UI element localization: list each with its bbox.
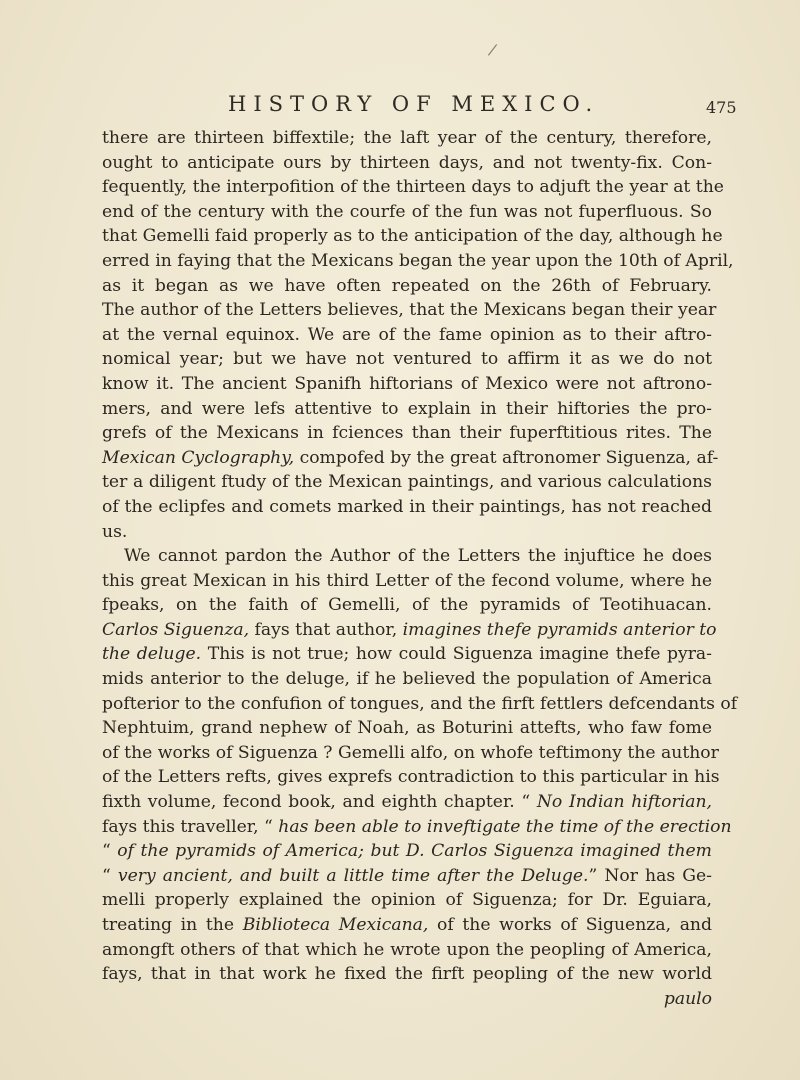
text-line [102, 298, 717, 323]
text-line [102, 938, 712, 963]
text-segment: “ [102, 865, 118, 886]
italic-text: very ancient, and built a little time after the Deluge. [117, 865, 589, 886]
text-line [102, 667, 712, 692]
text-segment: The author of the Letters believes, that the Mexicans began their year [102, 300, 717, 321]
text-line [102, 815, 732, 840]
text-segment: end of the century with the courfe of the fun was not fuperfluous. So [102, 201, 712, 222]
text-segment: fixth volume, fecond book, and eighth chapter. “ [102, 792, 537, 813]
italic-text: the deluge. [102, 644, 202, 665]
text-segment: mids anterior to the deluge, if he believed the population of America [102, 669, 712, 690]
text-line [102, 397, 712, 422]
text-line [102, 495, 712, 520]
italic-text: paulo [663, 988, 712, 1009]
text-segment: “ [102, 841, 118, 862]
text-line [102, 765, 720, 790]
text-line [102, 249, 734, 274]
text-segment: of the Letters refts, gives exprefs contradiction to this particular in his [102, 767, 720, 788]
text-segment: treating in the [102, 915, 243, 935]
text-segment: fays this traveller, “ [102, 816, 279, 837]
italic-text: Biblioteca Mexicana, [242, 915, 429, 935]
text-line [102, 520, 712, 545]
italic-text: imagines thefe pyramids anterior to [402, 619, 717, 640]
text-line [102, 175, 724, 200]
italic-text: Mexican Cyclography, [102, 447, 295, 468]
body-text [102, 126, 738, 1011]
text-line [102, 323, 712, 348]
text-line [102, 470, 712, 495]
text-segment: ought to anticipate ours by thirteen days, and not twenty-fix. Con- [102, 152, 712, 173]
text-line [102, 569, 712, 594]
text-line [102, 126, 712, 151]
italic-text: of the pyramids of America; but D. Carlos Siguenza imagined them [117, 841, 712, 862]
text-segment: of the works of Siguenza ? Gemelli alfo, on whofe teftimony the author [102, 742, 719, 763]
text-segment: fays, that in that work he fixed the firft peopling of the new world [102, 964, 712, 985]
text-segment: We cannot pardon the Author of the Letters the injuftice he does [124, 546, 712, 567]
text-segment: know it. The ancient Spanifh hiftorians of Mexico were not aftrono- [102, 373, 712, 394]
text-segment: ” Nor has Ge- [588, 865, 712, 886]
text-segment: there are thirteen biffextile; the laft year of the century, therefore, [102, 128, 712, 148]
text-segment: mers, and were lefs attentive to explain in their hiftories the pro- [102, 398, 712, 419]
text-segment: fequently, the interpofition of the thirteen days to adjuft the year at the [102, 177, 724, 198]
page-header [0, 92, 800, 122]
text-segment: of the eclipfes and comets marked in their paintings, has not reached [102, 496, 712, 517]
text-segment: fays that author, [249, 619, 403, 640]
text-line [102, 741, 719, 766]
text-segment: This is not true; how could Siguenza imagine thefe pyra- [201, 644, 712, 665]
text-segment: amongft others of that which he wrote upon the peopling of America, [102, 939, 712, 960]
text-segment: pofterior to the confufion of tongues, and the firft fettlers defcendants of [102, 693, 738, 714]
text-line [102, 618, 717, 643]
text-line [102, 421, 712, 446]
text-line [102, 987, 712, 1012]
text-segment: ter a diligent ftudy of the Mexican paintings, and various calculations [102, 472, 712, 493]
text-segment: us. [102, 521, 128, 542]
text-segment: of the works of Siguenza, and [428, 915, 713, 935]
text-line [102, 716, 712, 741]
text-segment: grefs of the Mexicans in fciences than their fuperftitious rites. The [102, 423, 712, 444]
text-line [102, 864, 712, 889]
text-segment: nomical year; but we have not ventured to affirm it as we do not [102, 349, 712, 370]
text-line [102, 888, 712, 913]
ink-mark: / [486, 39, 499, 60]
text-line [102, 642, 712, 667]
text-segment: this great Mexican in his third Letter of the fecond volume, where he [102, 570, 712, 591]
text-line [102, 200, 712, 225]
italic-text: No Indian hiftorian, [536, 792, 712, 813]
text-segment: at the vernal equinox. We are of the fame opinion as to their aftro- [102, 324, 712, 345]
text-line [102, 692, 738, 717]
text-line [102, 593, 712, 618]
text-segment: that Gemelli faid properly as to the anticipation of the day, although he [102, 226, 723, 247]
text-segment: melli properly explained the opinion of Siguenza; for Dr. Eguiara, [102, 890, 712, 911]
text-line [102, 446, 719, 471]
text-segment: Nephtuim, grand nephew of Noah, as Boturini attefts, who faw fome [102, 718, 712, 739]
text-segment: fpeaks, on the faith of Gemelli, of the pyramids of Teotihuacan. [102, 595, 712, 616]
text-line [102, 839, 712, 864]
page-number: 475 [706, 98, 737, 117]
text-segment: erred in faying that the Mexicans began the year upon the 10th of April, [102, 250, 734, 271]
text-segment: as it began as we have often repeated on the 26th of February. [102, 275, 712, 296]
text-line [102, 347, 712, 372]
italic-text: Carlos Siguenza, [102, 619, 250, 640]
text-segment: compofed by the great aftronomer Siguenza, af- [294, 447, 719, 468]
text-line [102, 151, 712, 176]
text-line [102, 790, 712, 815]
text-line [102, 544, 712, 569]
text-line [102, 224, 723, 249]
text-line [102, 913, 712, 938]
text-line [102, 372, 712, 397]
running-head: HISTORY OF MEXICO. [228, 92, 600, 116]
text-line [102, 962, 712, 987]
text-line [102, 274, 712, 299]
italic-text: has been able to inveftigate the time of the erection [278, 816, 732, 837]
